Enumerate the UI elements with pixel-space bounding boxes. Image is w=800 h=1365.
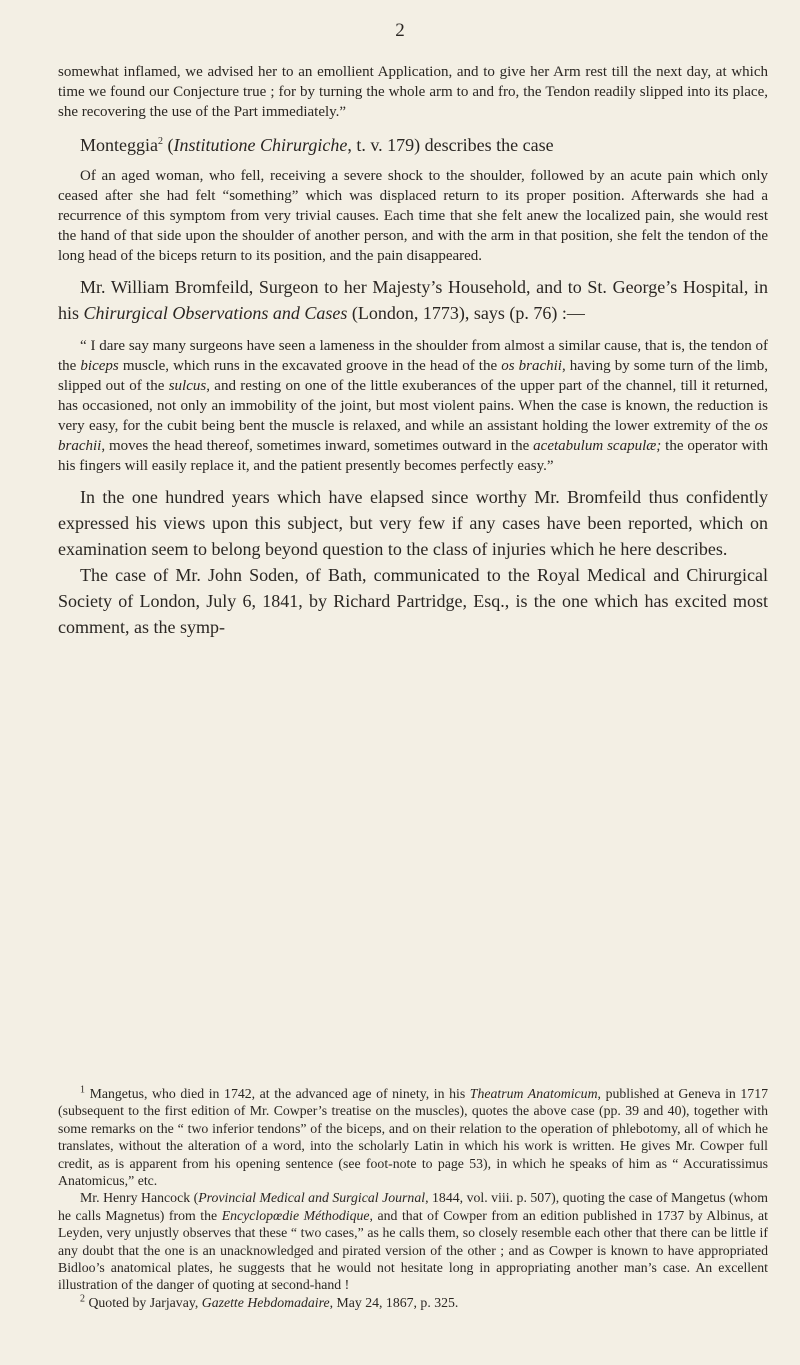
- italic-term: biceps: [80, 358, 119, 374]
- author-name: Monteggia: [80, 135, 158, 155]
- body-paragraph: The case of Mr. John Soden, of Bath, communicated to the Royal Medical and Chirurgical Society of London, July 6, 1841, by Richard Partridge, Esq., is the one which has excited most comment, as the symp-: [58, 565, 768, 637]
- italic-term: Encyclopœdie Méthodique: [221, 1207, 370, 1223]
- footnote-marker: 2: [80, 1293, 85, 1305]
- footnote-text: , May 24, 1867, p. 325.: [329, 1294, 459, 1310]
- footnotes: [58, 1085, 768, 1311]
- italic-term: acetabulum scapulæ;: [533, 438, 662, 454]
- quote-text: muscle, which runs in the excavated groove in the head of the: [118, 358, 502, 374]
- bromfeild-quote: [58, 336, 768, 476]
- quote-text: “ I dare say many surgeons have seen a lameness in the shoulder from almost a similar cause, that is, the tendon of the: [58, 338, 768, 374]
- work-title: Chirurgical Observations and Cases: [83, 303, 348, 323]
- intro-text: Mr. William Bromfeild, Surgeon to her Majesty’s Household, and to St. George’s Hospital, in his: [58, 277, 768, 323]
- monteggia-quote: Of an aged woman, who fell, receiving a severe shock to the shoulder, followed by an acute pain which only ceased after she had felt “something” which was displaced return to its proper position. Afterwards she had a recurrence of this symptom from very trivial causes. Each time that she felt anew the localized pain, she would rest the hand of that side upon the shoulder of another person, and with the arm in that position, she felt the tendon of the long head of the biceps return to its position, and the pain disappeared.: [58, 168, 768, 264]
- intro-text-end: (London, 1773), says (p. 76) :—: [347, 303, 585, 323]
- continued-quote: somewhat inflamed, we advised her to an emollient Application, and to give her Arm rest till the next day, at which time we found our Conjecture true ; for by turning the whole arm to and fro, the Tendon readily slipped into its place, she recovering the use of the Part immediately.”: [58, 64, 768, 120]
- bromfeild-intro: [58, 274, 768, 326]
- quote-text: , and resting on one of the little exuberances of the upper part of the channel, till it returned, has occasioned, not only an immobility of the joint, but most violent pains. When the case is known, the reduction is very easy, for the cubit being bent the muscle is relaxed, and while an assistant holding the lower extremity of the: [58, 378, 768, 434]
- italic-term: Provincial Medical and Surgical Journal: [198, 1190, 426, 1206]
- italic-term: os brachii: [58, 418, 768, 454]
- work-title: Institutione Chirurgiche: [173, 135, 348, 155]
- monteggia-attribution: [58, 132, 768, 158]
- italic-term: Gazette Hebdomadaire: [201, 1294, 330, 1310]
- italic-term: Theatrum Anatomicum: [469, 1086, 598, 1101]
- quote-text: , having by some turn of the limb, slipped out of the: [58, 358, 768, 394]
- quote-text: the operator with his fingers will easily replace it, and the patient presently becomes perfectly easy.”: [58, 438, 768, 474]
- footnote-text: , 1844, vol. viii. p. 507), quoting the case of Mangetus (whom he calls Magnetus) from the: [58, 1190, 768, 1223]
- main-text: [58, 62, 768, 640]
- citation-rest: , t. v. 179) describes the case: [347, 135, 554, 155]
- footnote-text: Mr. Henry Hancock (: [80, 1190, 199, 1206]
- quote-text: , moves the head thereof, sometimes inward, sometimes outward in the: [101, 438, 534, 454]
- page-number: 2: [395, 20, 405, 41]
- footnote-text: Mangetus, who died in 1742, at the advanced age of ninety, in his: [85, 1086, 470, 1101]
- footnote-1: [58, 1085, 768, 1189]
- italic-term: sulcus: [168, 378, 207, 394]
- footnote-2: [58, 1294, 768, 1311]
- footnote-ref: 2: [158, 136, 163, 147]
- italic-term: os brachii: [501, 358, 562, 374]
- footnote-text: , and that of Cowper from an edition published in 1737 by Albinus, at Leyden, very unjustly observes that these “ two cases,” as he calls them, so closely resemble each other that there can be little if any doubt that the one is an unacknowledged and pirated version of the other ; and as Cowper is known to have appropriated Bidloo’s anatomical plates, he suggests that he would not hesitate long in appropriating another man’s case. An excellent illustration of the danger of quoting at second-hand !: [58, 1207, 769, 1293]
- footnote-marker: 1: [80, 1084, 85, 1096]
- footnote-1-continued: [58, 1189, 768, 1293]
- footnote-text: Quoted by Jarjavay,: [85, 1294, 202, 1310]
- footnote-text: , published at Geneva in 1717 (subsequent to the first edition of Mr. Cowper’s treatise on the muscles), quotes the above case (pp. 39 and 40), together with some remarks on the “ two inferior tendons” of the biceps, and on their relation to the operation of phlebotomy, all of which he translates, without the alteration of a word, into the scholarly Latin in which his work is written. He gives Mr. Cowper full credit, as is apparent from his opening sentence (see foot-note to page 53), in which he speaks of him as “ Accuratissimus Anatomicus,” etc.: [58, 1086, 768, 1189]
- paren-open: (: [163, 135, 174, 155]
- body-paragraph: In the one hundred years which have elapsed since worthy Mr. Bromfeild thus confidently expressed his views upon this subject, but very few if any cases have been reported, which on examination seem to belong beyond question to the class of injuries which he here describes.: [58, 487, 768, 559]
